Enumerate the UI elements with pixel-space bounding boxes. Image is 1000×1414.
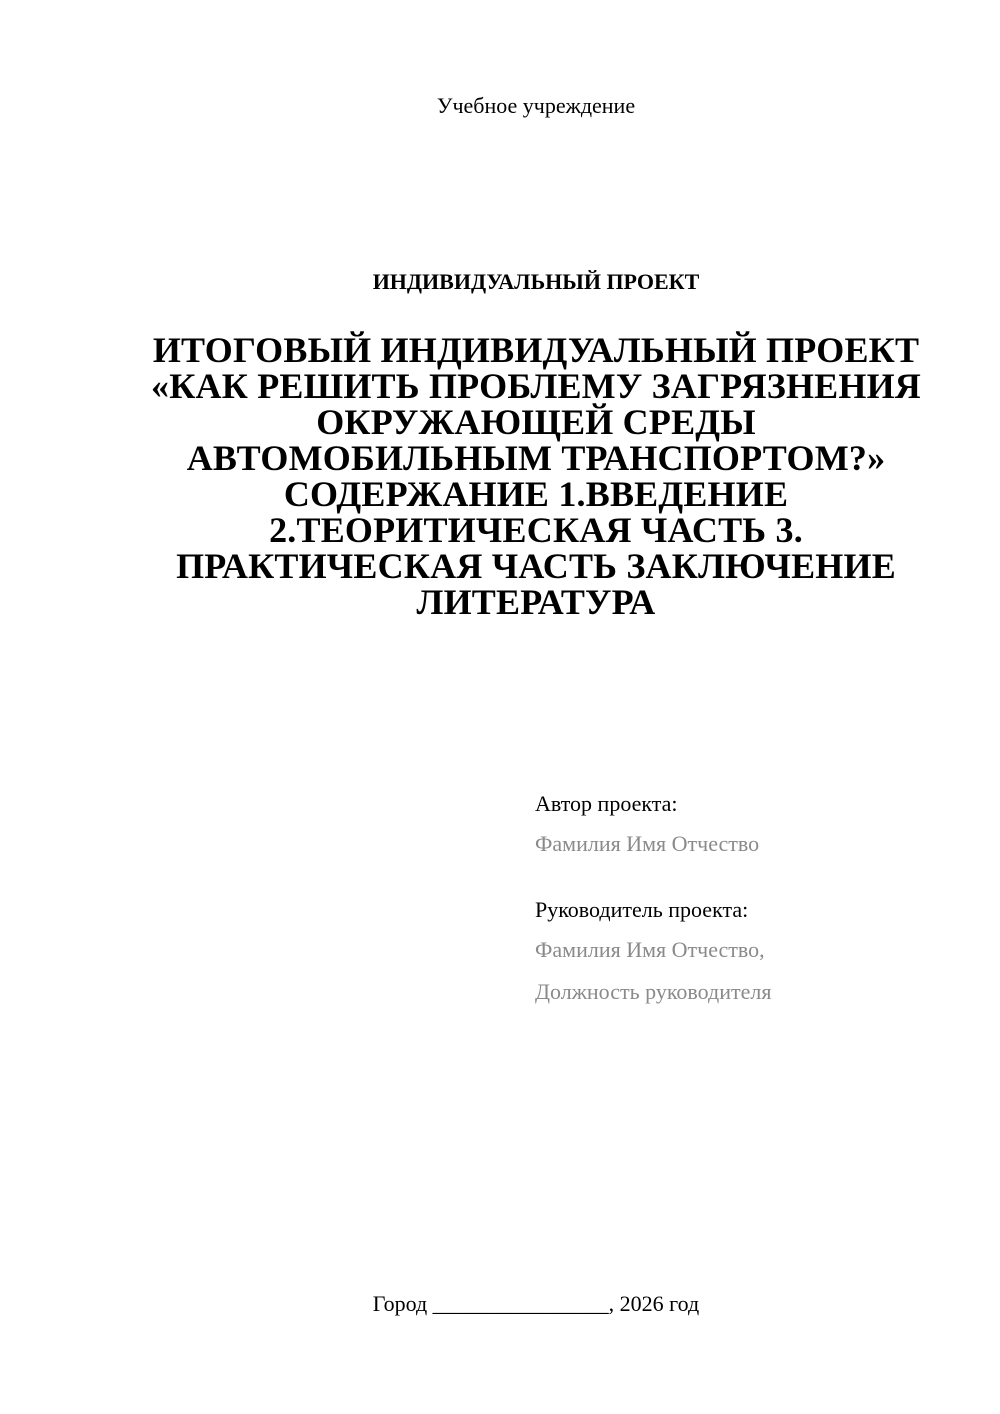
city-year-footer: Город ________________, 2026 год (372, 1291, 700, 1316)
supervisor-label: Руководитель проекта: (535, 897, 749, 922)
supervisor-block (535, 896, 955, 1006)
supervisor-position: Должность руководителя (535, 979, 772, 1004)
supervisor-name: Фамилия Имя Отчество, (535, 937, 765, 962)
author-name: Фамилия Имя Отчество (535, 831, 760, 856)
author-block (535, 790, 955, 858)
project-title: ИТОГОВЫЙ ИНДИВИДУАЛЬНЫЙ ПРОЕКТ «КАК РЕШИТЬ ПРОБЛЕМУ ЗАГРЯЗНЕНИЯ ОКРУЖАЮЩЕЙ СРЕДЫ АВТОМОБИЛЬНЫМ ТРАНСПОРТОМ?» СОДЕРЖАНИЕ 1.ВВЕДЕНИЕ 2.ТЕОРИТИЧЕСКАЯ ЧАСТЬ 3. ПРАКТИЧЕСКАЯ ЧАСТЬ ЗАКЛЮЧЕНИЕ ЛИТЕРАТУРА (151, 330, 921, 622)
institution-name: Учебное учреждение (436, 93, 636, 118)
project-type-heading: ИНДИВИДУАЛЬНЫЙ ПРОЕКТ (372, 269, 700, 294)
author-label: Автор проекта: (535, 791, 678, 816)
